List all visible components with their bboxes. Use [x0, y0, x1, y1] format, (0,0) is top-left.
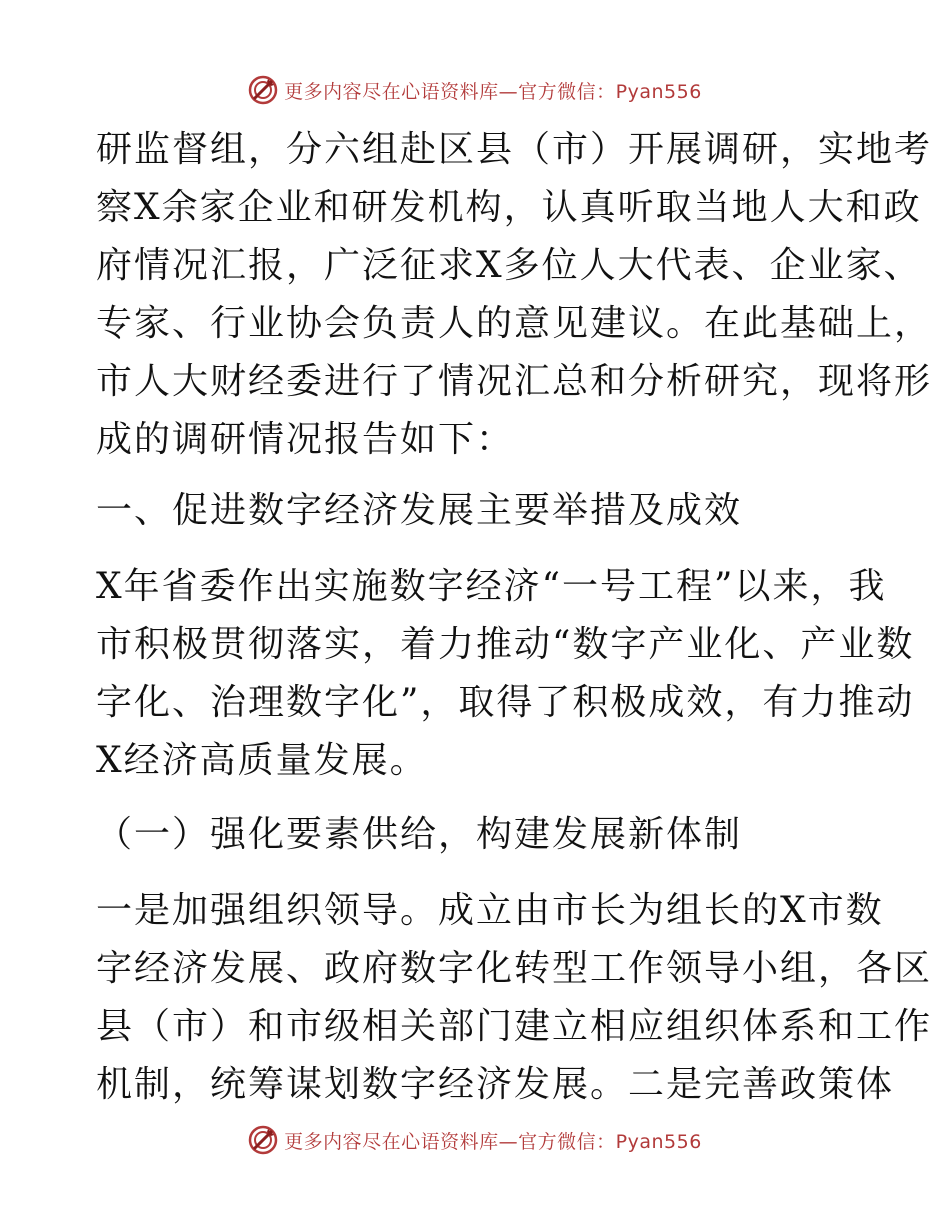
body-line: 机制，统筹谋划数字经济发展。二是完善政策体 [96, 1064, 895, 1105]
body-line: 府情况汇报，广泛征求X多位人大代表、企业家、 [96, 245, 922, 286]
body-line: 市积极贯彻落实，着力推动“数字产业化、产业数 [96, 624, 915, 665]
body-line: 一是加强组织领导。成立由市长为组长的X市数 [96, 890, 884, 931]
watermark-text: 更多内容尽在心语资料库—官方微信：Pyan556 [284, 1130, 702, 1153]
watermark-logo-icon [248, 75, 278, 105]
watermark-text: 更多内容尽在心语资料库—官方微信：Pyan556 [284, 80, 702, 103]
body-line: X年省委作出实施数字经济“一号工程”以来，我 [96, 566, 887, 607]
body-line: 成的调研情况报告如下： [96, 419, 515, 460]
body-line: X经济高质量发展。 [96, 740, 428, 781]
subsection-heading: （一）强化要素供给，构建发展新体制 [96, 814, 743, 855]
body-line: 市人大财经委进行了情况汇总和分析研究，现将形 [96, 361, 933, 402]
body-line: 县（市）和市级相关部门建立相应组织体系和工作 [96, 1006, 933, 1047]
watermark-header [0, 72, 950, 108]
watermark-footer [0, 1122, 950, 1158]
body-line: 字化、治理数字化”，取得了积极成效，有力推动 [96, 682, 915, 723]
watermark-logo-icon [248, 1125, 278, 1155]
body-line: 字经济发展、政府数字化转型工作领导小组，各区 [96, 948, 933, 989]
body-line: 察X余家企业和研发机构，认真听取当地人大和政 [96, 187, 922, 228]
body-line: 专家、行业协会负责人的意见建议。在此基础上， [96, 303, 933, 344]
section-heading: 一、促进数字经济发展主要举措及成效 [96, 490, 743, 531]
body-line: 研监督组，分六组赴区县（市）开展调研，实地考 [96, 129, 933, 170]
